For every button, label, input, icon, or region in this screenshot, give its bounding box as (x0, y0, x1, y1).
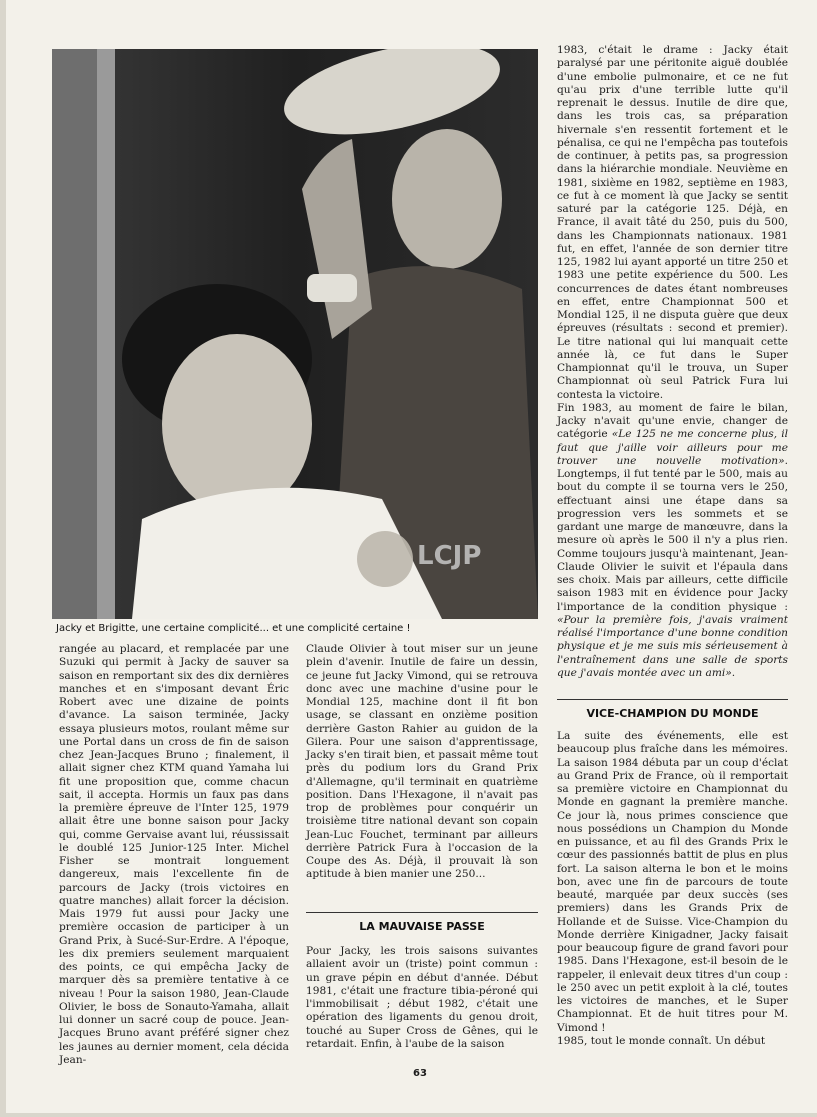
col3-p2-start: Fin 1983, au moment de faire le bilan, Jacky n'avait qu'une envie, changer de catégorie (557, 401, 788, 441)
column-3 (557, 44, 788, 680)
column-1 (59, 643, 289, 1067)
page-number: 63 (413, 1068, 427, 1079)
col3b-paragraph-2: 1985, tout le monde connaît. Un début (557, 1034, 766, 1047)
col3-p2-end: . (731, 666, 736, 679)
section-heading-vice-champion: VICE-CHAMPION DU MONDE (557, 699, 788, 720)
col3-paragraph-1: 1983, c'était le drame : Jacky était paralysé par une péritonite aiguë doublée d'une embolie pulmonaire, et ce ne fut qu'au prix d'une terrible lutte qu'il reprenait le dessus. Inutile de dire que, dans les trois cas, sa préparation hivernale s'en ressentit fortement et le pénalisa, ce qui ne l'empêcha pas toutefois de continuer, à petits pas, sa progression dans la hiérarchie mondiale. Neuvième en 1981, sixième en 1982, septième en 1983, ce fut à ce moment là que Jacky se sentit saturé par la catégorie 125. Déjà, en France, il avait tâté du 250, puis du 500, dans les Championnats nationaux. 1981 fut, en effet, l'année de son dernier titre 125, 1982 lui ayant apporté un titre 250 et 1983 une petite expérience du 500. Les concurrences de dates étant nombreuses en effet, entre Championnat 500 et Mondial 125, il ne disputa guère que deux épreuves (résultats : second et premier). Le titre national qui lui manquait cette année là, ce fut dans le Super Championnat qu'il le trouva, un Super Championnat où seul Patrick Fura lui contesta la victoire. (557, 44, 788, 401)
col3-p2-mid: . Longtemps, il fut tenté par le 500, mais au bout du compte il se tourna vers le 250, effectuant ainsi une étape dans sa progression vers les sommets et se gardant une marge de manœuvre, dans la mesure où après le 500 il n'y a plus rien. Comme toujours jusqu'à maintenant, Jean-Claude Olivier le suivit et l'épaula dans ses choix. Mais par ailleurs, cette difficile saison 1983 mit en évidence pour Jacky l'importance de la condition physique : (557, 454, 788, 613)
quote-motivation: «Le 125 ne me concerne plus, il faut que j'aille voir ailleurs pour me trouver une nouvelle motivation» (557, 428, 788, 467)
col3b-paragraph-1: La suite des événements, elle est beaucoup plus fraîche dans les mémoires. La saison 1984 débuta par un coup d'éclat au Grand Prix de France, où il remportait sa première victoire en Championnat du Monde en gagnant la première manche. Ce jour là, nous primes conscience que nous possédions un Champion du Monde en puissance, et au fil des Grands Prix le cœur des passionnés battit de plus en plus fort. La saison alterna le bon et le moins bon, avec une fin de parcours de toute beauté, marquée par deux succès (ses premiers) dans les Grands Prix de Hollande et de Suisse. Vice-Champion du Monde derrière Kinigadner, Jacky faisait pour beaucoup figure de grand favori pour 1985. Dans l'Hexagone, est-il besoin de le rappeler, il enlevait deux titres d'un coup : le 250 avec un petit exploit à la clé, toutes les victoires de manches, et le Super Championnat. Et de huit titres pour M. Vimond ! (557, 730, 788, 1034)
watermark-text: LCJP (417, 541, 482, 571)
column-2-bottom (306, 945, 538, 1051)
column-3-bottom (557, 730, 788, 1048)
col1-paragraph: rangée au placard, et remplacée par une Suzuki qui permit à Jacky de sauver sa saison en remportant six des dix dernières manches et en s'imposant devant Éric Robert avec une dizaine de points d'avance. La saison terminée, Jacky essaya plusieurs motos, roulant même sur une Portal dans un cross de fin de saison chez Jean-Jacques Bruno ; finalement, il allait signer chez KTM quand Yamaha lui fit une proposition que, comme chacun sait, il accepta. Hormis un faux pas dans la première épreuve de l'Inter 125, 1979 allait être une bonne saison pour Jacky qui, comme Gervaise avant lui, réussissait le doublé 125 Junior-125 Inter. Michel Fisher se montrait longuement dangereux, mais l'excellente fin de parcours de Jacky (trois victoires en quatre manches) allait forcer la décision. Mais 1979 fut aussi pour Jacky une première occasion de participer à un Grand Prix, à Sucé-Sur-Erdre. A l'époque, les dix premiers seulement marquaient des points, ce qui empêcha Jacky de marquer dès sa première tentative à ce niveau ! Pour la saison 1980, Jean-Claude Olivier, le boss de Sonauto-Yamaha, allait lui donner un sacré coup de pouce. Jean-Jacques Bruno avant préféré signer chez les jaunes au dernier moment, cela décida Jean- (59, 643, 289, 1066)
quote-condition: «Pour la première fois, j'avais vraiment réalisé l'importance d'une bonne condition physique et je me suis mis sérieusement à l'entraînement dans une salle de sports que j'avais montée avec un ami» (557, 613, 788, 679)
col2b-paragraph: Pour Jacky, les trois saisons suivantes allaient avoir un (triste) point commun : un grave pépin en début d'année. Début 1981, c'était une fracture tibia-péroné qui l'immobilisait ; début 1982, c'était une opération des ligaments du genou droit, touché au Super Cross de Gênes, qui le retardait. Enfin, à l'aube de la saison (306, 945, 538, 1050)
col3-paragraph-2 (557, 402, 788, 680)
col2-paragraph: Claude Olivier à tout miser sur un jeune plein d'avenir. Inutile de faire un dessin, ce jeune fut Jacky Vimond, qui se retrouva donc avec une machine d'usine pour le Mondial 125, machine dont il fit bon usage, se classant en onzième position derrière Gaston Rahier au guidon de la Gilera. Pour une saison d'apprentissage, Jacky s'en tirait bien, et passait même tout près du podium lors du Grand Prix d'Allemagne, qu'il terminait en quatrième position. Dans l'Hexagone, il n'avait pas trop de problèmes pour conquérir un troisième titre national devant son copain Jean-Luc Fouchet, terminant par ailleurs derrière Patrick Fura à l'occasion de la Coupe des As. Déjà, il prouvait là son aptitude à bien manier une 250... (306, 643, 538, 881)
column-2 (306, 643, 538, 882)
photo-illustration (52, 49, 538, 619)
photo-jacky-brigitte (52, 49, 538, 619)
section-heading-mauvaise-passe: LA MAUVAISE PASSE (306, 912, 538, 933)
photo-caption: Jacky et Brigitte, une certaine complicité... et une complicité certaine ! (56, 623, 411, 634)
